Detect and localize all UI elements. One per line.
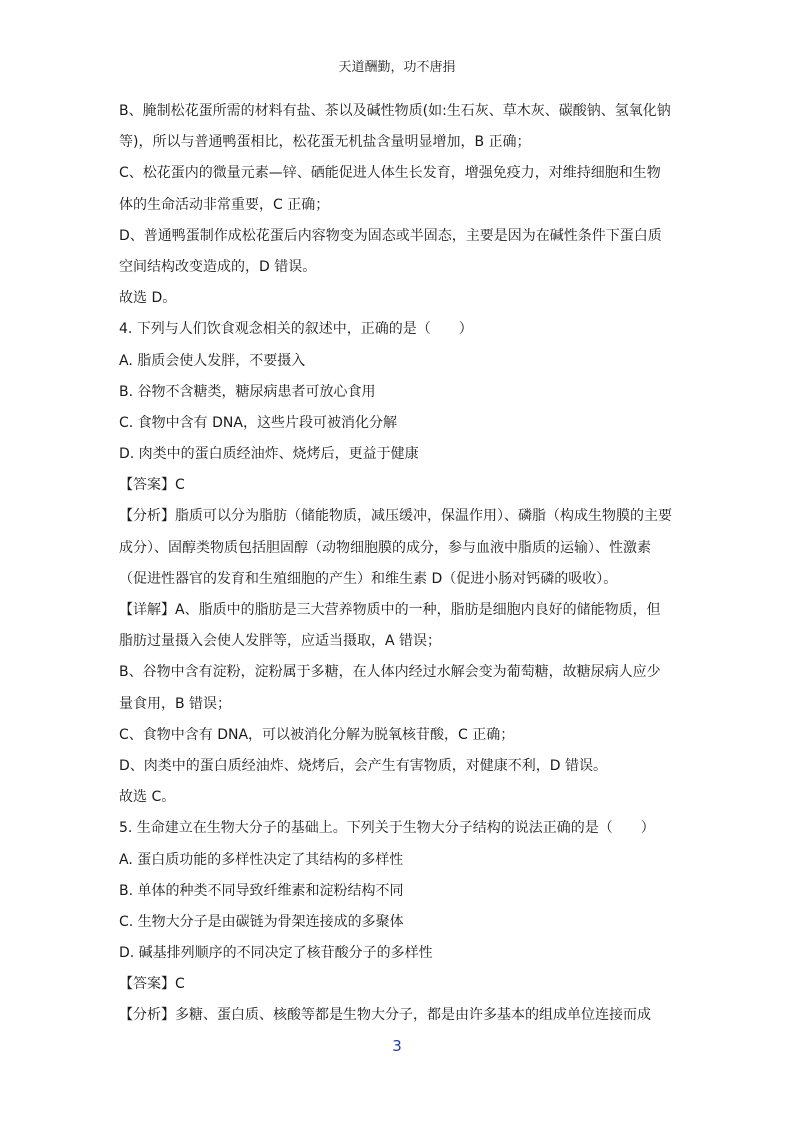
question-5-option-b: B. 单体的种类不同导致纤维素和淀粉结构不同 [119, 882, 404, 899]
text-line: 成分）、固醇类物质包括胆固醇（动物细胞膜的成分，参与血液中脂质的运输）、性激素 [119, 539, 651, 556]
text-line: 体的生命活动非常重要，C 正确； [119, 196, 330, 213]
question-4-answer: 【答案】C [119, 477, 185, 494]
text-line: D、普通鸭蛋制作成松花蛋后内容物变为固态或半固态，主要是因为在碱性条件下蛋白质 [119, 227, 662, 244]
question-5-answer: 【答案】C [119, 976, 185, 993]
question-4-explanation: 【详解】A、脂质中的脂肪是三大营养物质中的一种，脂肪是细胞内良好的储能物质，但 [119, 602, 661, 618]
text-line: B、腌制松花蛋所需的材料有盐、茶以及碱性物质(如:生石灰、草木灰、碳酸钠、氢氧化钠 [119, 103, 671, 119]
page-header-motto: 天道酬勤，功不唐捐 [338, 60, 456, 75]
question-4-stem: 4. 下列与人们饮食观念相关的叙述中，正确的是（ ） [119, 321, 473, 338]
text-line: B、谷物中含有淀粉，淀粉属于多糖，在人体内经过水解会变为葡萄糖，故糖尿病人应少 [119, 664, 661, 681]
text-line: C、松花蛋内的微量元素—锌、硒能促进人体生长发育，增强免疫力，对维持细胞和生物 [119, 165, 661, 182]
text-line: 故选 D。 [119, 290, 177, 307]
text-line: 空间结构改变造成的，D 错误。 [119, 258, 317, 275]
text-line: 故选 C。 [119, 789, 176, 806]
text-line: 等)，所以与普通鸭蛋相比，松花蛋无机盐含量明显增加，B 正确； [119, 134, 531, 151]
text-line: C、食物中含有 DNA，可以被消化分解为脱氧核苷酸，C 正确； [119, 726, 515, 743]
page-body [119, 96, 679, 1032]
question-5-option-c: C. 生物大分子是由碳链为骨架连接成的多聚体 [119, 913, 404, 930]
text-line: 量食用，B 错误； [119, 695, 232, 712]
question-4-option-b: B. 谷物不含糖类，糖尿病患者可放心食用 [119, 383, 376, 400]
question-5-option-d: D. 碱基排列顺序的不同决定了核苷酸分子的多样性 [119, 945, 433, 962]
page-number: 3 [392, 1037, 402, 1055]
question-5-analysis: 【分析】多糖、蛋白质、核酸等都是生物大分子，都是由许多基本的组成单位连接而成 [119, 1007, 651, 1024]
text-line: （促进性器官的发育和生殖细胞的产生）和维生素 D（促进小肠对钙磷的吸收）。 [119, 570, 618, 587]
question-5-stem: 5. 生命建立在生物大分子的基础上。下列关于生物大分子结构的说法正确的是（ ） [119, 820, 655, 837]
question-4-option-c: C. 食物中含有 DNA，这些片段可被消化分解 [119, 414, 397, 431]
question-5-option-a: A. 蛋白质功能的多样性决定了其结构的多样性 [119, 851, 404, 868]
question-4-analysis: 【分析】脂质可以分为脂肪（储能物质，减压缓冲，保温作用）、磷脂（构成生物膜的主要 [119, 508, 672, 525]
text-line: 脂肪过量摄入会使人发胖等，应适当摄取，A 错误； [119, 633, 442, 650]
text-line: D、肉类中的蛋白质经油炸、烧烤后，会产生有害物质，对健康不利，D 错误。 [119, 757, 608, 774]
question-4-option-d: D. 肉类中的蛋白质经油炸、烧烤后，更益于健康 [119, 446, 419, 463]
question-4-option-a: A. 脂质会使人发胖，不要摄入 [119, 352, 306, 369]
